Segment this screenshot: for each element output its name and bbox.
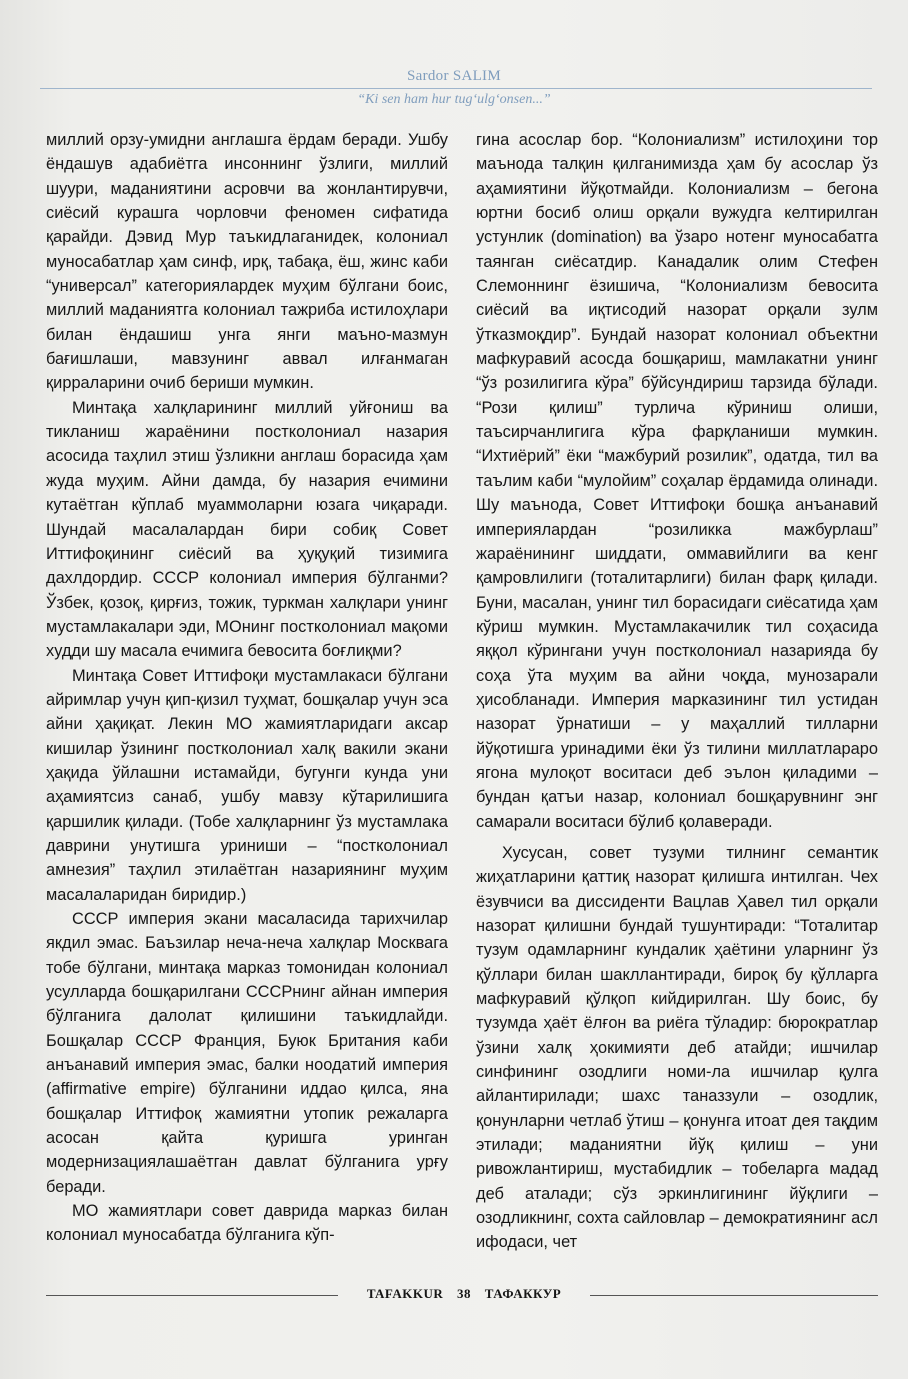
paragraph: гина асослар бор. “Колониализм” истилоҳини тор маънода талқин қилганимизда ҳам бу асослар ўз аҳамиятини йўқотмайди. Колониализм – бегона юртни босиб олиш орқали вужудга келтирилган устунлик (domination) ва ўзаро нотенг муносабатга таянган сиёсатдир. Канадалик олим Стефен Слемоннинг ёзишича, “Колониализм бевосита сиёсий ва иқтисодий назорат орқали зулм ўтказмоқдир”. Бундай назорат колониал объектни мафкуравий асосда бошқариш, мамлакатни унинг “ўз розилигига кўра” бўйсундириш тарзида бўлади. “Рози қилиш” турлича кўриниш олиши, таъсирчанлигига кўра фарқланиши мумкин. “Ихтиёрий” ёки “мажбурий розилик”, одатда, тил ва таълим каби “мулойим” соҳалар ёрдамида олинади. Шу маънода, Совет Иттифоқи бошқа анъанавий империялардан “розиликка мажбурлаш” жараёнининг шиддати, оммавийлиги ва кенг қамровлилиги (тоталитарлиги) билан фарқ қилади. Буни, масалан, унинг тил борасидаги сиёсатида ҳам кўриш мумкин. Мустамлакачилик тил соҳасида яққол кўрингани учун постколониал назарияда бу соҳа ўта муҳим ва айни чоқда, мунозарали ҳисобланади. Империя марказининг тил устидан назорат ўрнатиши – у маҳаллий тилларни йўқотишга уринадими ёки ўз тилини миллатлараро ягона мулоқот воситаси деб эълон қиладими – бундан қатъи назар, колониал бошқарувнинг энг самарали воситаси бўлиб қолаверади. [476, 131, 878, 831]
paragraph: СССР империя экани масаласида тарихчилар якдил эмас. Баъзилар неча-неча халқлар Москвага тобе бўлгани, минтақа марказ томонидан колониал усулларда бошқарилгани СССРнинг айнан империя бўлганига далолат қилишини таъкидлайди. Бошқалар СССР Франция, Буюк Британия каби анъанавий империя эмас, балки ноодатий империя (affirmative empire) бўлганини иддао қилса, яна бошқалар Иттифоқ жамиятни утопик режаларга асосан қайта қуришга уринган модернизациялашаётган давлат бўлганига урғу беради. [46, 910, 448, 1196]
left-text-column [46, 128, 448, 1248]
paragraph: МО жамиятлари совет даврида марказ билан колониал муносабатда бўлганига кўп- [46, 1202, 448, 1245]
footer-rule-left [46, 1295, 338, 1296]
page-number: 38 [457, 1286, 472, 1301]
paragraph: Минтақа Совет Иттифоқи мустамлакаси бўлгани айримлар учун қип-қизил туҳмат, бошқалар учун эса айни ҳақиқат. Лекин МО жамиятларидаги аксар кишилар ўзининг постколониал халқ вакили экани ҳақида ўйлашни истамайди, бугунги кунда уни аҳамиятсиз санаб, ушбу мавзу кўтарилишига қаршилик қилади. (Тобе халқларнинг ўз мустамлака даврини унутишга уриниши – “постколониал амнезия” таҳлил этилаётган назариянинг муҳим масалаларидан биридир.) [46, 666, 448, 904]
footer-rule-right [590, 1295, 878, 1296]
running-header-subtitle: “Ki sen ham hur tug‘ulg‘onsen...” [357, 92, 551, 107]
running-header-author: Sardor SALIM [406, 68, 501, 84]
header-divider [40, 88, 872, 89]
right-text-column [476, 128, 878, 1255]
journal-name-latin: TAFAKKUR [366, 1286, 444, 1301]
page-footer [338, 1286, 590, 1302]
journal-name-cyrillic: ТАФАККУР [484, 1286, 562, 1301]
paragraph: Минтақа халқларининг миллий уйғониш ва тикланиш жараёнини постколониал назария асосида таҳлил этиш ўзликни англаш борасида ҳам жуда муҳим. Айни дамда, бу назария ечимини кутаётган кўплаб муаммоларни юзага чиқаради. Шундай масалалардан бири собиқ Совет Иттифоқининг сиёсий ва ҳуқуқий тизимига дахлдордир. СССР колониал империя бўлганми? Ўзбек, қозоқ, қирғиз, тожик, туркман халқлари унинг мустамлакалари эди, МОнинг постколониал мақоми худди шу масала ечимига бевосита боғлиқми? [46, 398, 448, 661]
paragraph: Хусусан, совет тузуми тилнинг семантик жиҳатларини қаттиқ назорат қилишга интилган. Чех ёзувчиси ва диссиденти Вацлав Ҳавел тил орқали назорат қилишни бундай тушунтиради: “Тоталитар тузум одамларнинг кундалик ҳаётини уларнинг ўз қўллари билан шакллантиради, бироқ бу қўлларга мафкуравий қўлқоп кийдирилган. Шу боис, бу тузумда ҳаёт ёлғон ва риёга тўладир: бюрократлар ўзини халқ ҳокимияти деб атайди; ишчилар синфининг озодлиги номи-ла ишчилар қулга айлантирилади; шахс таназзули – озодлик, қонунларни четлаб ўтиш – қонунга итоат дея тақдим этилади; маданиятни йўқ қилиш – уни ривожлантириш, мустабидлик – тобеларга мадад деб аталади; сўз эркинлигининг йўқлиги – озодликнинг, сохта сайловлар – демократиянинг асл ифодаси, чет [476, 843, 878, 1252]
paragraph: миллий орзу-умидни англашга ёрдам беради. Ушбу ёндашув адабиётга инсоннинг ўзлиги, миллий шуури, маданиятини асровчи ва жонлантирувчи, сиёсий курашга чорловчи феномен сифатида қарайди. Дэвид Мур таъкидлаганидек, колониал муносабатлар ҳам синф, ирқ, табақа, ёш, жинс каби “универсал” категориялардек муҳим бўлгани боис, миллий маданиятга колониал тажриба истилоҳлари билан ёндашиш унга янги маъно-мазмун бағишлаши, мавзунинг аввал илғанмаган қирраларини очиб бериши мумкин. [46, 131, 448, 393]
